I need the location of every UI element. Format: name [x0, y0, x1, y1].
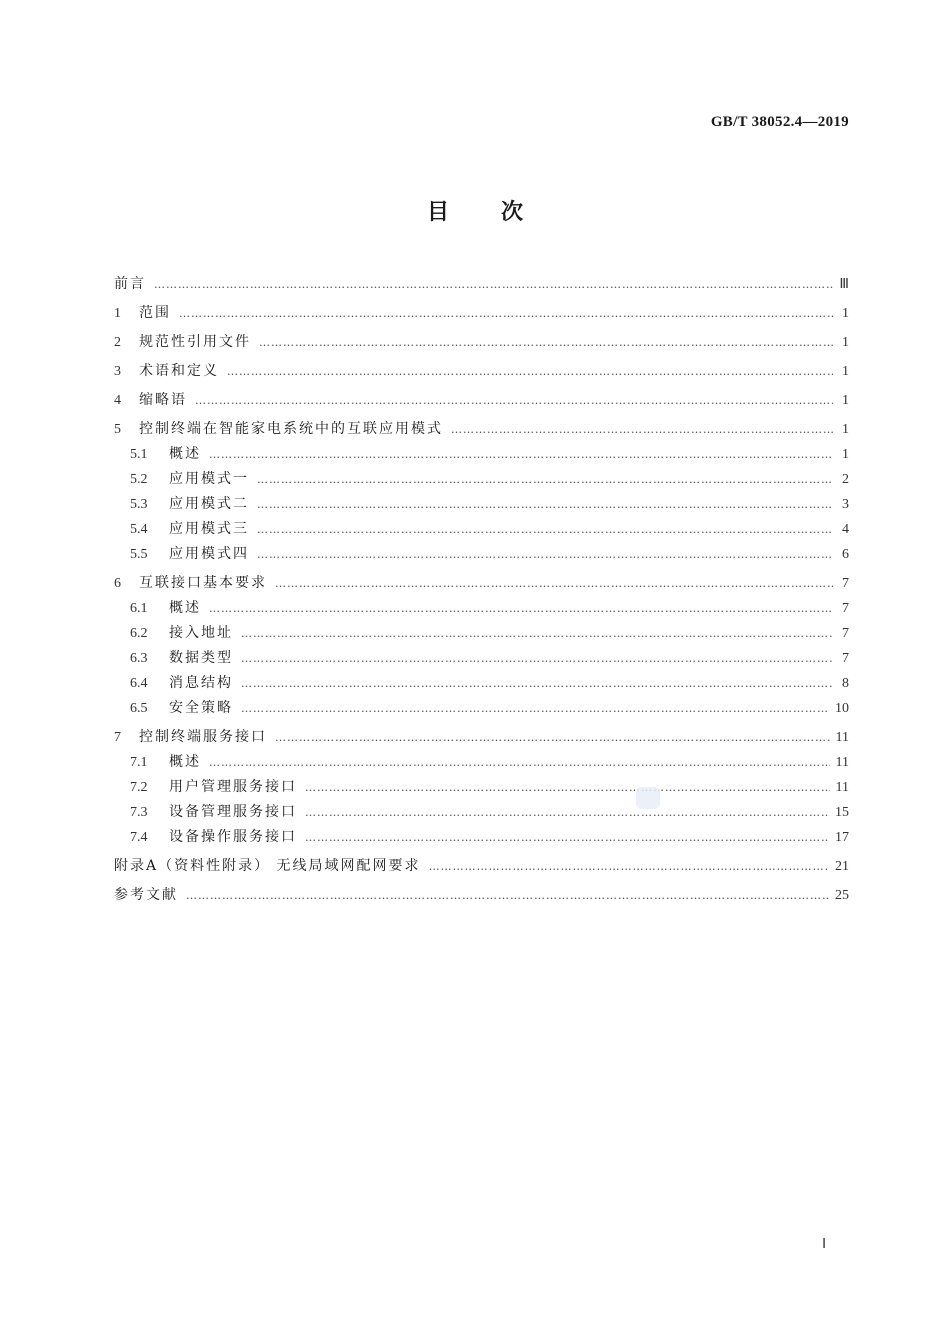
toc-dot-leader [209, 442, 833, 467]
toc-dot-leader [241, 696, 829, 721]
table-of-contents [114, 272, 849, 908]
toc-dot-leader [154, 272, 833, 297]
toc-entry-number: 4 [114, 393, 121, 408]
toc-dot-leader [305, 800, 829, 825]
toc-entry[interactable] [114, 725, 849, 750]
toc-entry-title: 概述 [169, 600, 201, 616]
toc-entry-page: 2 [842, 472, 849, 487]
toc-entry-title: 概述 [169, 446, 201, 462]
toc-entry[interactable] [114, 330, 849, 355]
toc-entry-page: 1 [842, 364, 849, 379]
toc-entry-number: 5.4 [130, 522, 148, 537]
toc-entry-title: 术语和定义 [139, 363, 219, 379]
toc-entry-number: 5.5 [130, 547, 148, 562]
toc-entry-number: 7.3 [130, 805, 148, 820]
toc-entry-number: 1 [114, 306, 121, 321]
toc-entry-number: 7.2 [130, 780, 148, 795]
toc-entry-title: 应用模式二 [169, 496, 249, 512]
toc-entry-title: 安全策略 [169, 700, 233, 716]
toc-entry-title: 应用模式四 [169, 546, 249, 562]
toc-entry-page: 6 [842, 547, 849, 562]
toc-entry-title: 控制终端服务接口 [139, 729, 267, 745]
toc-entry-page: 15 [835, 805, 849, 820]
toc-entry-page: 11 [835, 755, 849, 770]
toc-entry-number: 6.5 [130, 701, 148, 716]
toc-dot-leader [241, 621, 833, 646]
toc-entry-page: 7 [842, 626, 849, 641]
toc-dot-leader [451, 417, 833, 442]
toc-entry[interactable] [114, 442, 849, 467]
toc-entry[interactable] [114, 301, 849, 326]
toc-entry-title: 应用模式三 [169, 521, 249, 537]
standard-number: GB/T 38052.4—2019 [710, 114, 849, 130]
toc-entry-number: 5.1 [130, 447, 148, 462]
toc-dot-leader [257, 517, 833, 542]
toc-entry-title: 参考文献 [114, 887, 178, 903]
toc-entry-page: 1 [842, 447, 849, 462]
toc-entry[interactable] [114, 854, 849, 879]
toc-dot-leader [179, 301, 833, 326]
toc-entry-page: 10 [835, 701, 849, 716]
toc-dot-leader [209, 750, 830, 775]
toc-entry[interactable] [114, 517, 849, 542]
toc-entry-number: 6.2 [130, 626, 148, 641]
toc-entry[interactable] [114, 571, 849, 596]
toc-dot-leader [257, 542, 833, 567]
toc-entry[interactable] [114, 646, 849, 671]
toc-entry[interactable] [114, 800, 849, 825]
toc-entry-number: 6.4 [130, 676, 148, 691]
toc-entry-page: 7 [842, 601, 849, 616]
toc-entry[interactable] [114, 696, 849, 721]
toc-entry-title: 附录A（资料性附录） 无线局域网配网要求 [114, 858, 421, 874]
toc-entry-number: 5.2 [130, 472, 148, 487]
toc-entry-title: 接入地址 [169, 625, 233, 641]
toc-entry-number: 5 [114, 422, 121, 437]
toc-entry-title: 缩略语 [139, 392, 187, 408]
toc-entry-number: 6 [114, 576, 121, 591]
toc-entry-page: 1 [842, 393, 849, 408]
toc-dot-leader [227, 359, 833, 384]
toc-entry[interactable] [114, 388, 849, 413]
toc-dot-leader [241, 671, 833, 696]
toc-entry[interactable] [114, 750, 849, 775]
toc-dot-leader [305, 775, 830, 800]
toc-dot-leader [305, 825, 829, 850]
toc-entry-page: 7 [842, 576, 849, 591]
toc-entry-page: 11 [835, 730, 849, 745]
toc-entry-number: 7 [114, 730, 121, 745]
toc-entry[interactable] [114, 359, 849, 384]
toc-dot-leader [241, 646, 833, 671]
toc-entry[interactable] [114, 272, 849, 297]
toc-entry-number: 7.4 [130, 830, 148, 845]
toc-entry-page: 8 [842, 676, 849, 691]
toc-entry-number: 2 [114, 335, 121, 350]
toc-entry-title: 概述 [169, 754, 201, 770]
toc-entry-number: 6.1 [130, 601, 148, 616]
toc-entry-page: 25 [835, 888, 849, 903]
toc-entry[interactable] [114, 621, 849, 646]
toc-dot-leader [257, 492, 833, 517]
toc-entry-title: 范围 [139, 305, 171, 321]
toc-entry[interactable] [114, 883, 849, 908]
toc-entry-title: 控制终端在智能家电系统中的互联应用模式 [139, 421, 443, 437]
toc-dot-leader [257, 467, 833, 492]
toc-dot-leader [275, 725, 830, 750]
toc-dot-leader [195, 388, 833, 413]
toc-dot-leader [259, 330, 833, 355]
toc-entry[interactable] [114, 671, 849, 696]
page-title: 目次 [426, 200, 575, 225]
watermark-logo [636, 787, 660, 809]
toc-entry-page: Ⅲ [839, 277, 849, 292]
toc-entry-title: 设备管理服务接口 [169, 804, 297, 820]
toc-entry-page: 7 [842, 651, 849, 666]
toc-entry-title: 数据类型 [169, 650, 233, 666]
toc-entry-number: 6.3 [130, 651, 148, 666]
toc-entry-title: 设备操作服务接口 [169, 829, 297, 845]
toc-entry-page: 17 [835, 830, 849, 845]
toc-entry[interactable] [114, 467, 849, 492]
toc-entry-page: 21 [835, 859, 849, 874]
toc-entry[interactable] [114, 542, 849, 567]
toc-entry-number: 5.3 [130, 497, 148, 512]
toc-entry-title: 前言 [114, 276, 146, 292]
page-number: Ⅰ [822, 1237, 827, 1252]
toc-entry[interactable] [114, 596, 849, 621]
toc-dot-leader [209, 596, 833, 621]
toc-entry-title: 互联接口基本要求 [139, 575, 267, 591]
toc-entry[interactable] [114, 417, 849, 442]
toc-entry-page: 11 [835, 780, 849, 795]
toc-entry-title: 用户管理服务接口 [169, 779, 297, 795]
toc-entry-page: 1 [842, 422, 849, 437]
toc-dot-leader [186, 883, 829, 908]
toc-entry-number: 7.1 [130, 755, 148, 770]
toc-dot-leader [429, 854, 829, 879]
toc-entry-title: 规范性引用文件 [139, 334, 251, 350]
toc-entry-page: 1 [842, 335, 849, 350]
toc-entry-page: 4 [842, 522, 849, 537]
toc-entry[interactable] [114, 492, 849, 517]
toc-entry-title: 应用模式一 [169, 471, 249, 487]
toc-entry-title: 消息结构 [169, 675, 233, 691]
toc-entry-page: 1 [842, 306, 849, 321]
toc-entry-page: 3 [842, 497, 849, 512]
toc-entry[interactable] [114, 825, 849, 850]
toc-dot-leader [275, 571, 833, 596]
toc-entry[interactable] [114, 775, 849, 800]
toc-entry-number: 3 [114, 364, 121, 379]
